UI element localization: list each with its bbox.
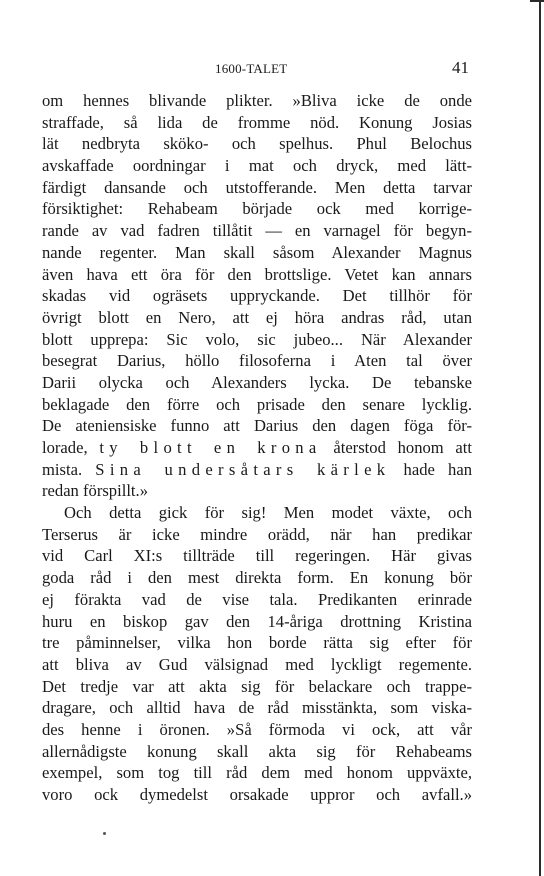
text-line: Darii olycka och Alexanders lycka. De tebanske <box>42 372 472 392</box>
text-line: färdigt dansande och utstofferande. Men detta tarvar <box>42 177 472 197</box>
text-line: des henne i öronen. »Så förmoda vi ock, att vår <box>42 719 472 739</box>
text-line-end: återstod honom att <box>333 438 473 457</box>
page-corner-mark <box>530 0 544 2</box>
text-line: rande av vad fadren tillåtit — en varnagel för begyn- <box>42 221 472 241</box>
text-line-spaced <box>42 437 472 459</box>
text-line: huru en biskop gav den 14-åriga drottning Kristina <box>42 611 472 631</box>
text-line-spaced <box>42 459 472 481</box>
text-line: övrigt blott en Nero, att ej höra andras råd, utan <box>42 307 472 327</box>
text-line-start: mista. <box>42 459 83 479</box>
text-line: voro ock dymedelst orsakade uppror och avfall.» <box>42 785 472 804</box>
print-speck <box>103 832 106 835</box>
text-line-end: hade han <box>403 459 473 479</box>
text-line: goda råd i den mest direkta form. En konung bör <box>42 568 472 588</box>
text-line: tre påminnelser, vilka hon borde rätta sig efter för <box>42 633 472 653</box>
text-line: De ateniensiske funno att Darius den dagen föga för- <box>42 416 472 436</box>
text-line: besegrat Darius, höllo filosoferna i Aten tal över <box>42 351 472 371</box>
text-line: ej förakta vad de vise tala. Predikanten erinrade <box>42 589 472 609</box>
page-text <box>42 90 472 806</box>
text-line: lät nedbryta sköko- och spelhus. Phul Belochus <box>42 134 472 154</box>
running-title: 1600-TALET <box>215 61 288 76</box>
text-line: Terserus är icke mindre orädd, när han predikar <box>42 524 472 544</box>
page-number: 41 <box>452 58 469 77</box>
text-line: Det tredje var att akta sig för belackare och trappe- <box>42 676 472 696</box>
text-line: nande regenter. Man skall såsom Alexander Magnus <box>42 242 472 262</box>
text-line: redan förspillt.» <box>42 481 148 501</box>
text-line: blott upprepa: Sic volo, sic jubeo... När Alexander <box>42 329 472 349</box>
text-line: skadas vid ogräsets uppryckande. Det tillhör för <box>42 286 472 306</box>
text-line: dragare, och alltid hava de råd misstänkta, som viska- <box>42 698 472 718</box>
text-line: beklagade den förre och prisade den senare lycklig. <box>42 394 472 414</box>
spaced-emphasis: Sina undersåtars kärlek <box>95 459 391 479</box>
paragraph-start: Och detta gick för sig! Men modet växte, och <box>64 503 472 523</box>
text-line: även hava ett öra för den brottslige. Vetet kan annars <box>42 264 472 284</box>
text-line: avskaffade oordningar i mat och dryck, med lätt- <box>42 156 472 176</box>
text-line: att bliva av Gud välsignad med lyckligt regemente. <box>42 654 472 674</box>
text-line: allernådigste konung skall akta sig för Rehabeams <box>42 741 472 761</box>
running-head <box>0 58 544 80</box>
spaced-emphasis: ty blott en krona <box>99 438 322 457</box>
text-line: om hennes blivande plikter. »Bliva icke de onde <box>42 91 472 110</box>
text-line: försiktighet: Rehabeam började ock med korrige- <box>42 199 472 219</box>
text-line: vid Carl XI:s tillträde till regeringen. Här givas <box>42 546 472 566</box>
page-edge-line <box>539 0 541 876</box>
text-line: straffade, så lida de fromme nöd. Konung Josias <box>42 112 472 132</box>
text-line: exempel, som tog till råd dem med honom uppväxte, <box>42 763 472 783</box>
text-line-start: lorade, <box>42 438 88 457</box>
